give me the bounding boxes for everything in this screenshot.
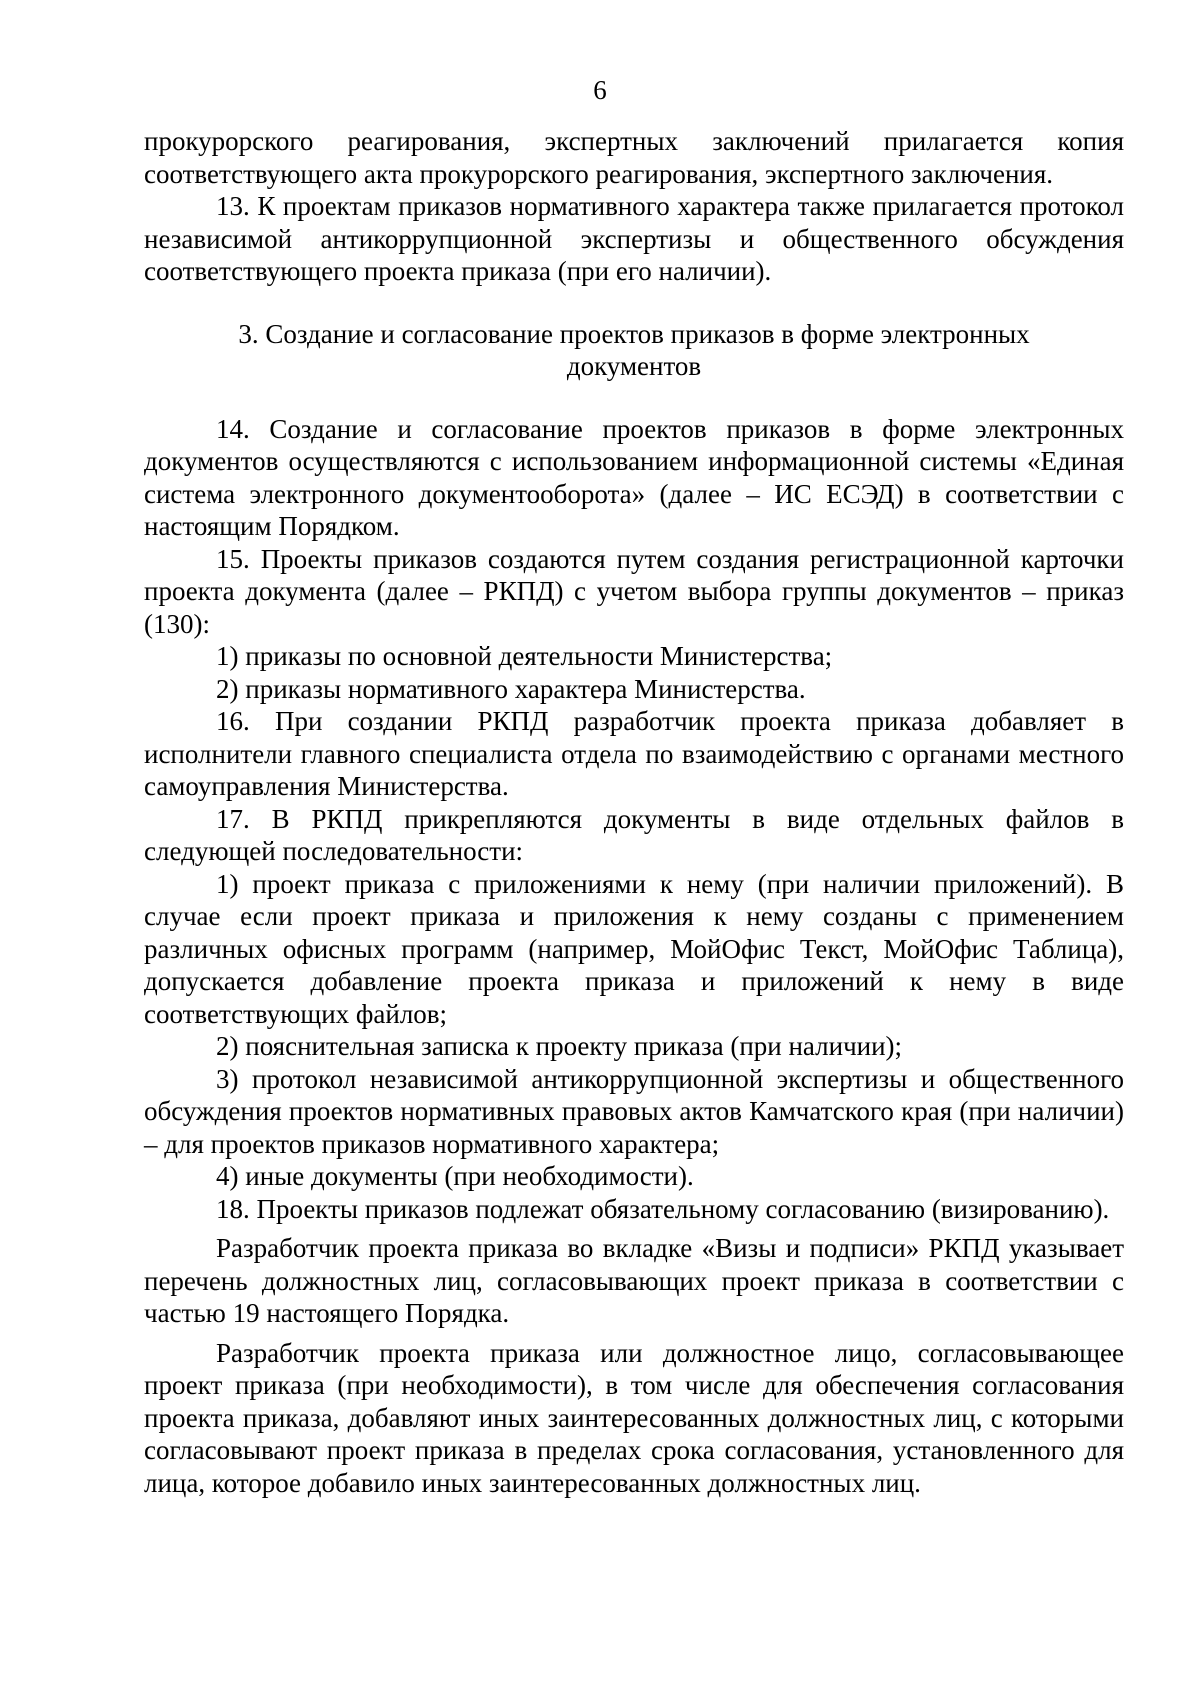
list-item-15-1: 1) приказы по основной деятельности Министерства;	[216, 641, 833, 671]
paragraph-18-developer-visas: Разработчик проекта приказа во вкладке «Визы и подписи» РКПД указывает перечень должностных лиц, согласовывающих проект приказа в соответствии с частью 19 настоящего Порядка.	[144, 1233, 1124, 1328]
list-item-17-1: 1) проект приказа с приложениями к нему (при наличии приложений). В случае если проект приказа и приложения к нему созданы с применением различных офисных программ (например, МойОфис Текст, МойОфис Таблица), допускается добавление проекта приказа и приложений к нему в виде соответствующих файлов;	[144, 868, 1124, 1029]
section-heading-3: 3. Создание и согласование проектов приказов в форме электронных документов	[238, 318, 1030, 381]
list-item-17-2: 2) пояснительная записка к проекту приказа (при наличии);	[216, 1031, 903, 1061]
paragraph-continuation: прокурорского реагирования, экспертных заключений прилагается копия соответствующего акта прокурорского реагирования, экспертного заключения.	[144, 126, 1124, 189]
page-number: 6	[593, 75, 607, 105]
document-body	[144, 125, 1124, 1499]
paragraph-18-additional-persons: Разработчик проекта приказа или должностное лицо, согласовывающее проект приказа (при необходимости), в том числе для обеспечения согласования проекта приказа, добавляют иных заинтересованных должностных лиц, с которыми согласовывают проект приказа в пределах срока согласования, установленного для лица, которое добавило иных заинтересованных должностных лиц.	[144, 1337, 1124, 1498]
paragraph-14: 14. Создание и согласование проектов приказов в форме электронных документов осуществляются с использованием информационной системы «Единая система электронного документооборота» (далее – ИС ЕСЭД) в соответствии с настоящим Порядком.	[144, 413, 1124, 541]
paragraph-16: 16. При создании РКПД разработчик проекта приказа добавляет в исполнители главного специалиста отдела по взаимодействию с органами местного самоуправления Министерства.	[144, 706, 1124, 801]
list-item-17-4: 4) иные документы (при необходимости).	[216, 1161, 694, 1191]
paragraph-18: 18. Проекты приказов подлежат обязательному согласованию (визированию).	[216, 1193, 1110, 1224]
paragraph-17: 17. В РКПД прикрепляются документы в виде отдельных файлов в следующей последовательности:	[144, 803, 1124, 866]
paragraph-13: 13. К проектам приказов нормативного характера также прилагается протокол независимой антикоррупционной экспертизы и общественного обсуждения соответствующего проекта приказа (при его наличии).	[144, 191, 1124, 286]
list-item-17-3: 3) протокол независимой антикоррупционной экспертизы и общественного обсуждения проектов нормативных правовых актов Камчатского края (при наличии) – для проектов приказов нормативного характера;	[144, 1063, 1124, 1159]
list-item-15-2: 2) приказы нормативного характера Министерства.	[216, 673, 806, 704]
paragraph-15: 15. Проекты приказов создаются путем создания регистрационной карточки проекта документа (далее – РКПД) с учетом выбора группы документов – приказ (130):	[144, 543, 1124, 639]
